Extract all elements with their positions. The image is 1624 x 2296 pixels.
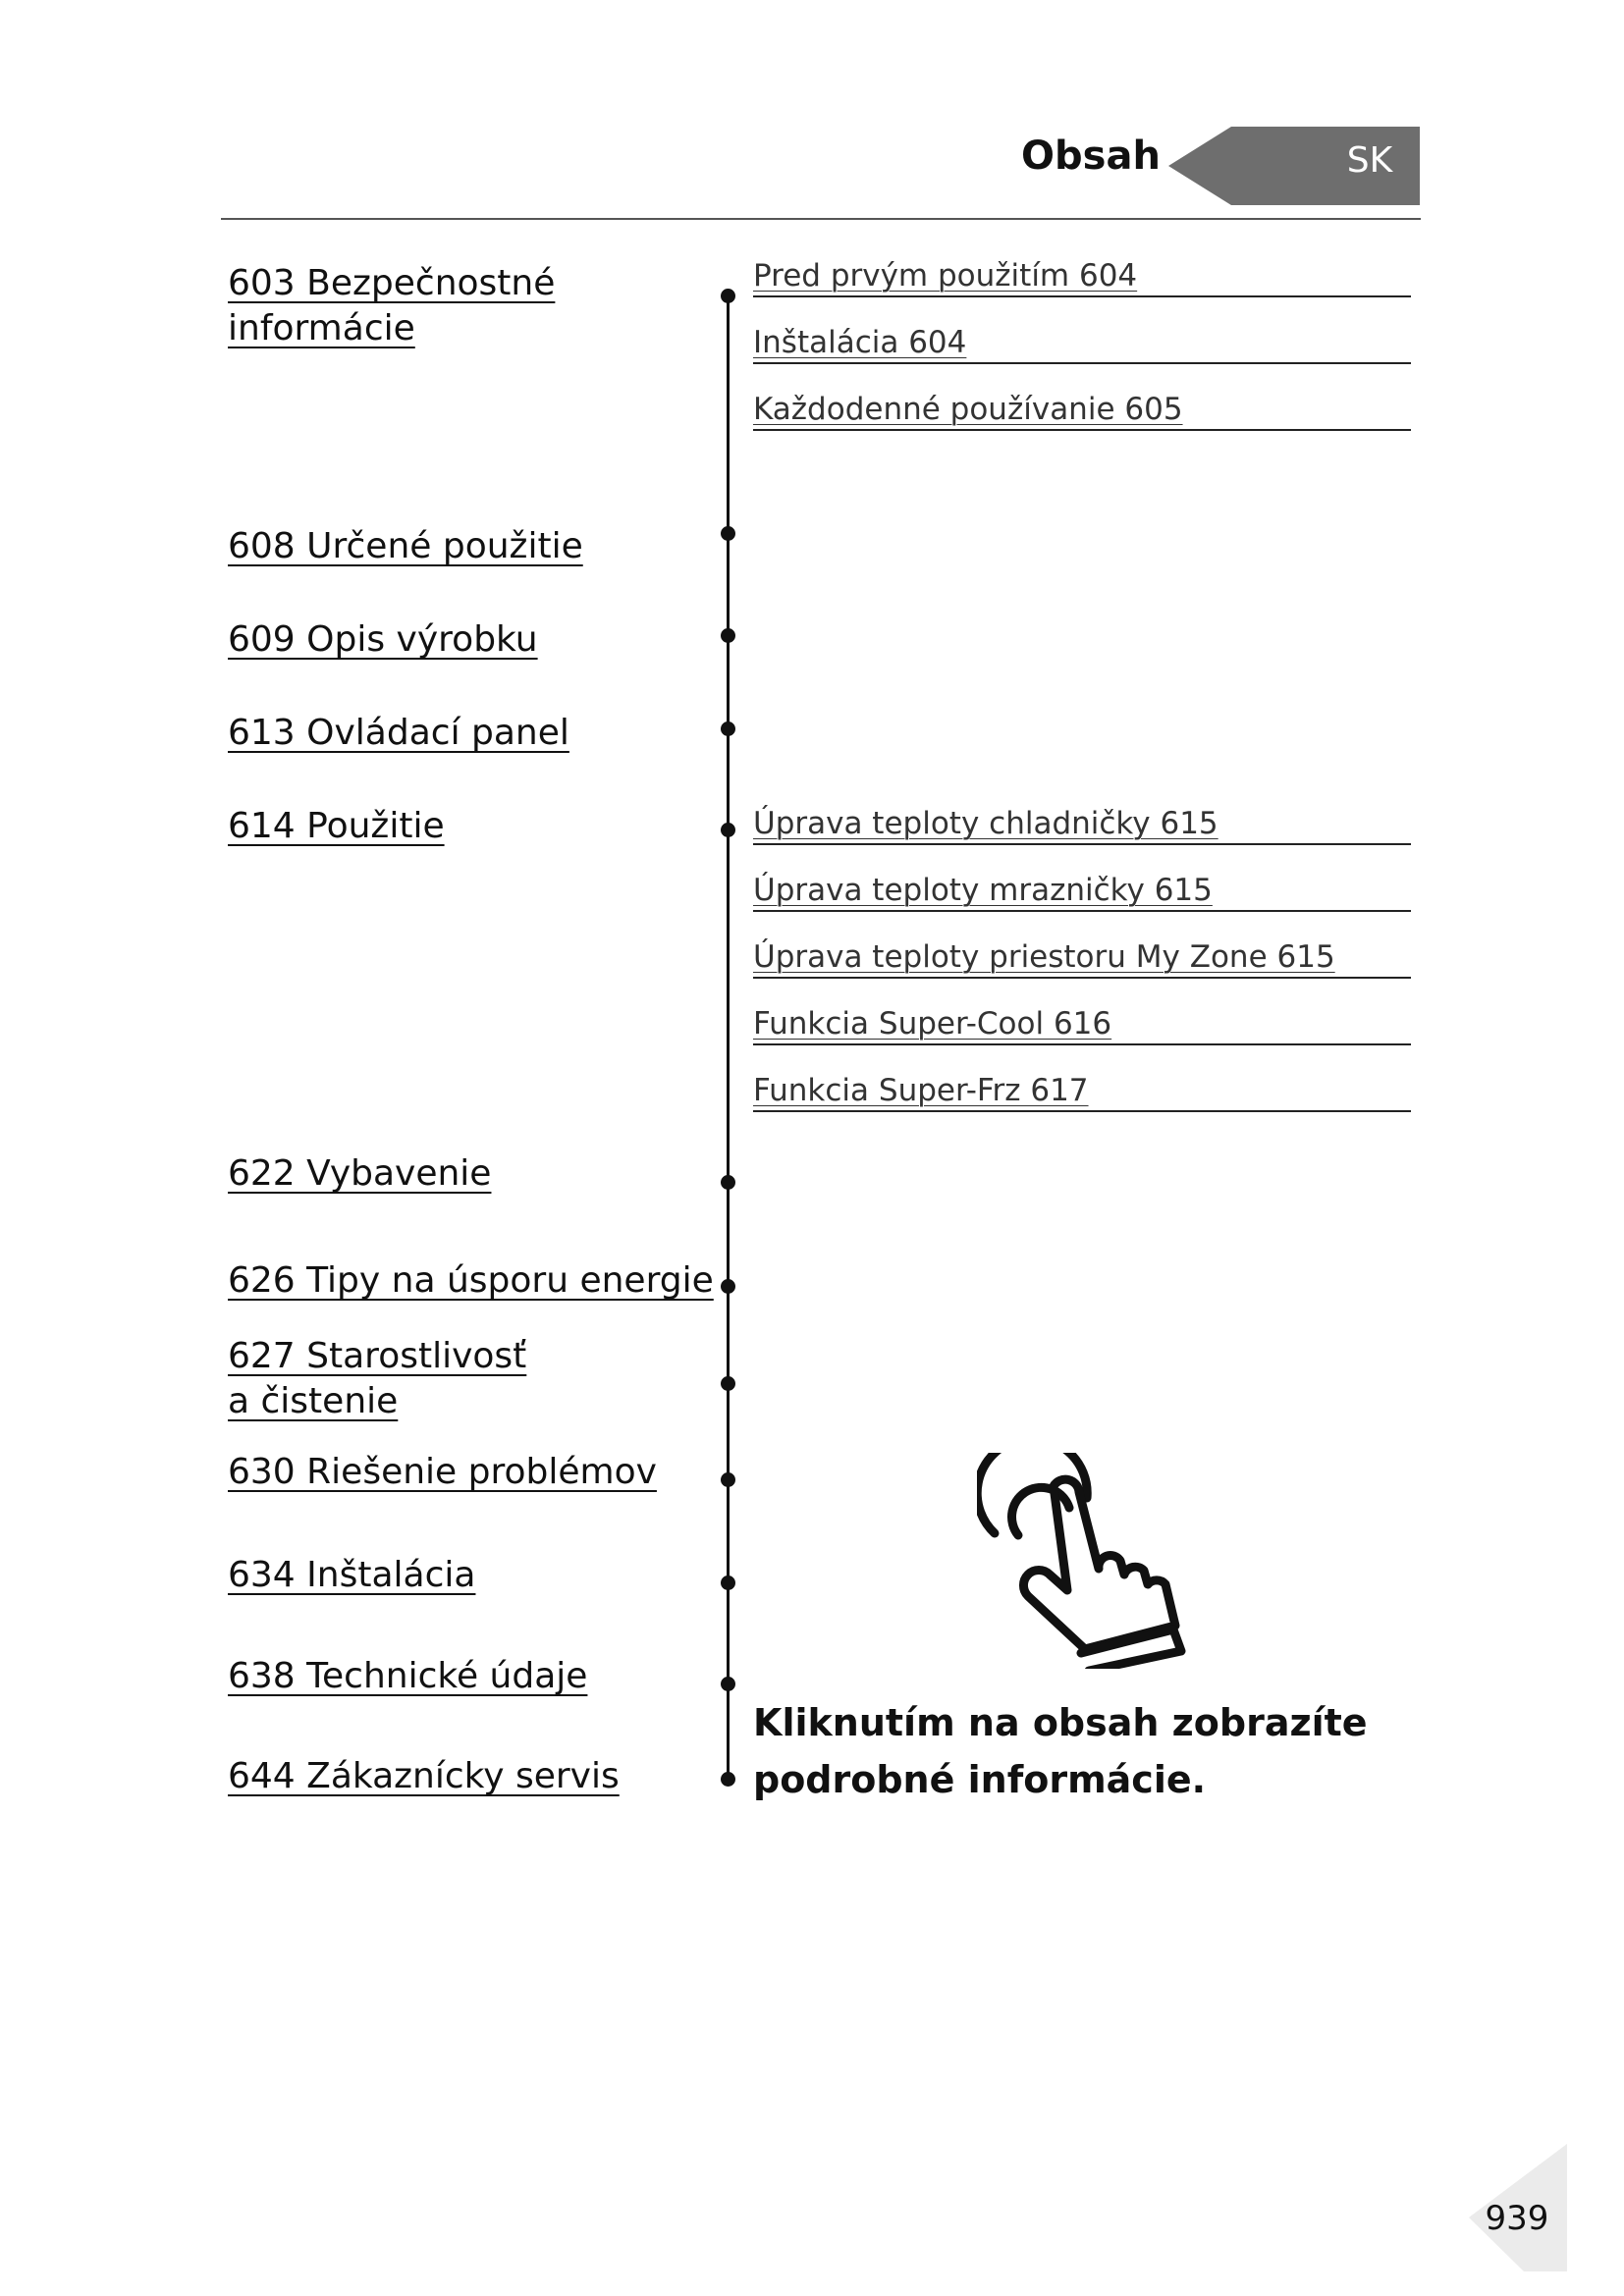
subsection-label: Úprava teploty mrazničky 615 bbox=[753, 873, 1213, 908]
timeline-dot bbox=[721, 289, 735, 303]
timeline-dot bbox=[721, 1575, 735, 1590]
chapter-link-638[interactable]: 638 Technické údaje bbox=[228, 1656, 588, 1696]
page-number: 939 bbox=[1485, 2199, 1549, 2238]
timeline-dot bbox=[721, 1175, 735, 1190]
hint-text bbox=[753, 1694, 1368, 1808]
subsection-link[interactable] bbox=[753, 1073, 1411, 1112]
chapter-link-609[interactable]: 609 Opis výrobku bbox=[228, 619, 538, 660]
subsection-link[interactable] bbox=[753, 258, 1411, 297]
subsection-label: Úprava teploty priestoru My Zone 615 bbox=[753, 939, 1335, 975]
timeline-dot bbox=[721, 1279, 735, 1294]
timeline-dot bbox=[721, 526, 735, 541]
timeline-dot bbox=[721, 1376, 735, 1391]
header-divider bbox=[221, 218, 1421, 220]
tap-hand-icon bbox=[977, 1453, 1193, 1669]
subsection-label: Funkcia Super-Frz 617 bbox=[753, 1073, 1089, 1108]
chapter-link-613[interactable]: 613 Ovládací panel bbox=[228, 713, 569, 753]
subsection-label: Pred prvým použitím 604 bbox=[753, 258, 1138, 294]
chapter-link-627[interactable] bbox=[228, 1334, 526, 1424]
subsection-label: Inštalácia 604 bbox=[753, 325, 967, 360]
chapter-label-line2: informácie bbox=[228, 308, 415, 348]
timeline-dot bbox=[721, 628, 735, 643]
chapter-link-622[interactable]: 622 Vybavenie bbox=[228, 1153, 492, 1194]
language-label: SK bbox=[1346, 140, 1393, 181]
timeline-dot bbox=[721, 721, 735, 736]
chapter-link-644[interactable]: 644 Zákaznícky servis bbox=[228, 1756, 620, 1796]
timeline-dot bbox=[721, 823, 735, 837]
chapter-link-608[interactable]: 608 Určené použitie bbox=[228, 526, 583, 566]
subsection-link[interactable] bbox=[753, 939, 1411, 979]
hint-line-2: podrobné informácie. bbox=[753, 1758, 1207, 1801]
chapter-link-603[interactable] bbox=[228, 261, 555, 351]
subsection-link[interactable] bbox=[753, 325, 1411, 364]
timeline-spine bbox=[727, 291, 730, 1779]
chapter-label: 603 Bezpečnostné bbox=[228, 263, 556, 303]
subsection-label: Každodenné používanie 605 bbox=[753, 392, 1183, 427]
timeline-dot bbox=[721, 1677, 735, 1691]
subsection-link[interactable] bbox=[753, 806, 1411, 845]
timeline-dot bbox=[721, 1772, 735, 1787]
chapter-link-634[interactable]: 634 Inštalácia bbox=[228, 1555, 476, 1595]
chapter-label-line2: a čistenie bbox=[228, 1381, 399, 1421]
chapter-link-626[interactable]: 626 Tipy na úsporu energie bbox=[228, 1260, 714, 1301]
chapter-link-630[interactable]: 630 Riešenie problémov bbox=[228, 1452, 657, 1492]
subsection-link[interactable] bbox=[753, 873, 1411, 912]
hint-line-1: Kliknutím na obsah zobrazíte bbox=[753, 1701, 1368, 1744]
subsection-label: Funkcia Super-Cool 616 bbox=[753, 1006, 1112, 1041]
chapter-label: 627 Starostlivosť bbox=[228, 1336, 527, 1376]
timeline-dot bbox=[721, 1472, 735, 1487]
subsection-link[interactable] bbox=[753, 1006, 1411, 1045]
subsection-label: Úprava teploty chladničky 615 bbox=[753, 806, 1218, 841]
subsection-link[interactable] bbox=[753, 392, 1411, 431]
chapter-link-614[interactable]: 614 Použitie bbox=[228, 806, 445, 846]
page-title: Obsah bbox=[1021, 133, 1161, 179]
